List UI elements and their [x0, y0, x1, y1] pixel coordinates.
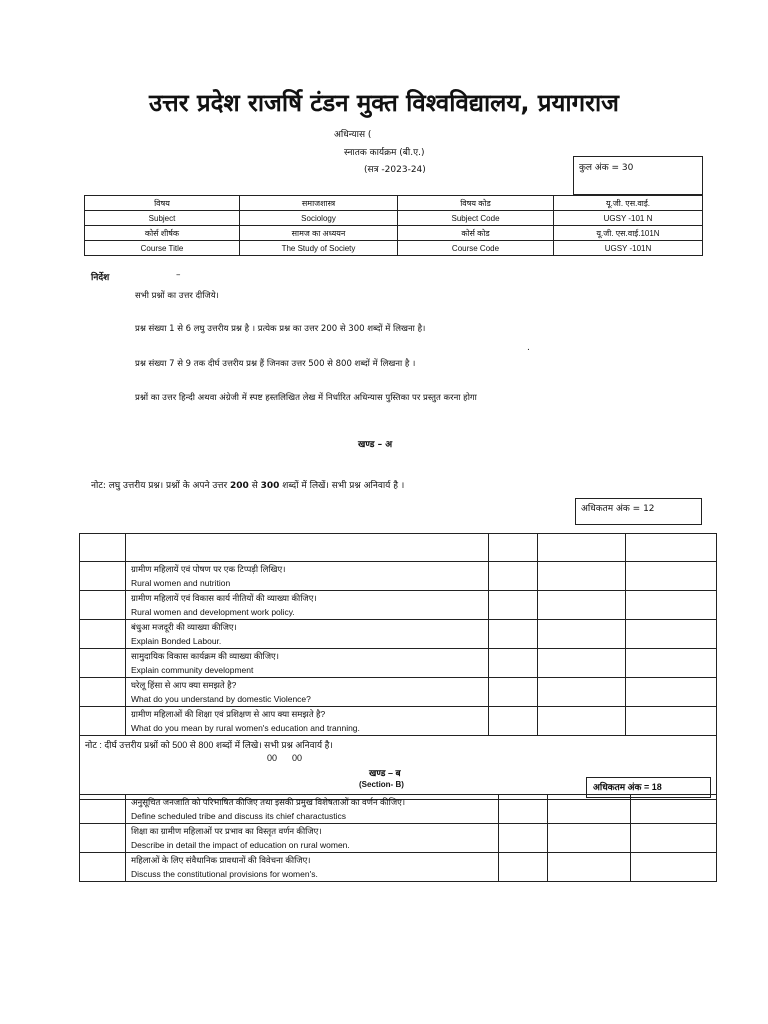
total-marks: कुल अंक = 30: [579, 163, 634, 173]
table-cell: The Study of Society: [240, 241, 398, 256]
table-row: [85, 211, 703, 226]
question-en: What do you mean by rural women's education and tranning.: [131, 723, 360, 733]
question-en: Explain community development: [131, 665, 254, 675]
question-hi: घरेलू हिंसा से आप क्या समझते है?: [131, 680, 237, 690]
question-en: What do you understand by domestic Violence?: [131, 694, 311, 704]
table-row: [85, 196, 703, 211]
question-en: Rural women and nutrition: [131, 578, 231, 588]
table-row: [80, 707, 717, 736]
section-b-note: नोट : दीर्घ उत्तरीय प्रश्नों को 500 से 800 शब्दों में लिखे। सभी प्रश्न अनिवार्य है।: [85, 740, 333, 750]
section-b-table: [79, 794, 717, 882]
section-b-header-cell: [80, 736, 717, 800]
table-cell: यू.जी. एस.वाई.: [554, 196, 703, 211]
question-en: Describe in detail the impact of education on rural women.: [131, 840, 350, 850]
section-a-table: [79, 533, 717, 800]
table-cell: समाजशास्त्र: [240, 196, 398, 211]
question-en: Rural women and development work policy.: [131, 607, 295, 617]
note-prefix: नोट: लघु उत्तरीय प्रश्न। प्रश्नों के अपने उत्तर: [91, 481, 231, 491]
table-row: [80, 678, 717, 707]
question-cell: [126, 620, 489, 649]
table-row: [80, 736, 717, 800]
section-a-max-marks: अधिकतम अंक = 12: [581, 504, 655, 514]
table-row: [85, 241, 703, 256]
section-b-heading: खण्ड – ब: [369, 768, 401, 778]
assignment-label: अधिन्यास (: [334, 130, 372, 140]
question-cell: [126, 795, 499, 824]
table-cell: Subject: [85, 211, 240, 226]
table-cell: कोर्स कोड: [398, 226, 554, 241]
section-b-max-marks: अधिकतम अंक = 18: [593, 782, 662, 792]
section-a-note: [91, 478, 404, 491]
zeros-text: 00 00: [267, 753, 303, 763]
table-row: [80, 534, 717, 562]
table-row: [80, 824, 717, 853]
table-row: [80, 620, 717, 649]
question-hi: अनुसूचित जनजाति को परिभाषित कीजिए तथा इसकी प्रमुख विशेषताओं का वर्णन कीजिए।: [131, 797, 406, 807]
table-cell: UGSY -101 N: [554, 211, 703, 226]
question-hi: बंधुआ मजदूरी की व्याख्या कीजिए।: [131, 622, 237, 632]
direction-item: प्रश्न संख्या 7 से 9 तक दीर्घ उत्तरीय प्रश्न हैं जिनका उत्तर 500 से 800 शब्दों में लिखना है ।: [135, 359, 416, 369]
question-cell: [126, 649, 489, 678]
table-cell: Course Code: [398, 241, 554, 256]
direction-item: सभी प्रश्नों का उत्तर दीजिये।: [135, 291, 219, 301]
table-cell: Sociology: [240, 211, 398, 226]
note-num: 200: [230, 481, 249, 491]
direction-item: प्रश्नों का उत्तर हिन्दी अथवा अंग्रेजी में स्पष्ट हस्तलिखित लेख में निर्धारित अधिन्यास पुस्तिका पर प्रस्तुत करना होगा: [135, 393, 477, 403]
question-en: Define scheduled tribe and discuss its chief charactustics: [131, 811, 346, 821]
table-row: [80, 562, 717, 591]
table-cell: Course Title: [85, 241, 240, 256]
question-cell: [126, 707, 489, 736]
directions-dash: –: [176, 270, 181, 280]
question-hi: ग्रामीण महिलायें एवं विकास कार्य नीतियों की व्याख्या कीजिए।: [131, 593, 317, 603]
note-suffix: शब्दों में लिखें। सभी प्रश्न अनिवार्य है ।: [279, 481, 405, 491]
table-cell: UGSY -101N: [554, 241, 703, 256]
table-cell: विषय कोड: [398, 196, 554, 211]
question-hi: ग्रामीण महिलाओं की शिक्षा एवं प्रशिक्षण से आप क्या समझते है?: [131, 709, 326, 719]
table-row: [80, 795, 717, 824]
question-en: Explain Bonded Labour.: [131, 636, 222, 646]
table-cell: कोर्स शीर्षक: [85, 226, 240, 241]
direction-item: प्रश्न संख्या 1 से 6 लघु उत्तरीय प्रश्न है । प्रत्येक प्रश्न का उत्तर 200 से 300 शब्दों में लिखना है।: [135, 324, 426, 334]
section-a-heading: खण्ड – अ: [358, 440, 393, 450]
question-cell: [126, 562, 489, 591]
stray-dot: .: [527, 343, 530, 353]
total-marks-box: [573, 156, 703, 195]
section-a-max-marks-box: [575, 498, 702, 525]
table-cell: विषय: [85, 196, 240, 211]
university-title: उत्तर प्रदेश राजर्षि टंडन मुक्त विश्वविद्यालय, प्रयागराज: [149, 89, 619, 117]
question-hi: महिलाओं के लिए संवैधानिक प्रावधानों की विवेचना कीजिए।: [131, 855, 311, 865]
subject-info-table: [84, 195, 703, 256]
question-cell: [126, 853, 499, 882]
question-hi: शिक्षा का ग्रामीण महिलाओं पर प्रभाव का विस्तृत वर्णन कीजिए।: [131, 826, 322, 836]
session-label: (सत्र -2023-24): [364, 165, 426, 175]
question-en: Discuss the constitutional provisions for women's.: [131, 869, 318, 879]
programme-label: स्नातक कार्यक्रम (बी.ए.): [344, 148, 425, 158]
directions-label: निर्देश: [91, 273, 110, 283]
question-cell: [126, 824, 499, 853]
question-hi: ग्रामीण महिलायें एवं पोषण पर एक टिप्पड़ी लिखिए।: [131, 564, 286, 574]
question-cell: [126, 678, 489, 707]
table-cell: Subject Code: [398, 211, 554, 226]
question-hi: सामुदायिक विकास कार्यक्रम की व्याख्या कीजिए।: [131, 651, 279, 661]
section-b-sub: (Section- B): [359, 780, 404, 789]
table-row: [85, 226, 703, 241]
table-cell: सामज का अध्ययन: [240, 226, 398, 241]
note-num: 300: [260, 481, 280, 491]
table-cell: यू.जी. एस.वाई.101N: [554, 226, 703, 241]
note-mid: से: [248, 481, 261, 491]
question-cell: [126, 591, 489, 620]
table-row: [80, 591, 717, 620]
table-row: [80, 649, 717, 678]
table-row: [80, 853, 717, 882]
